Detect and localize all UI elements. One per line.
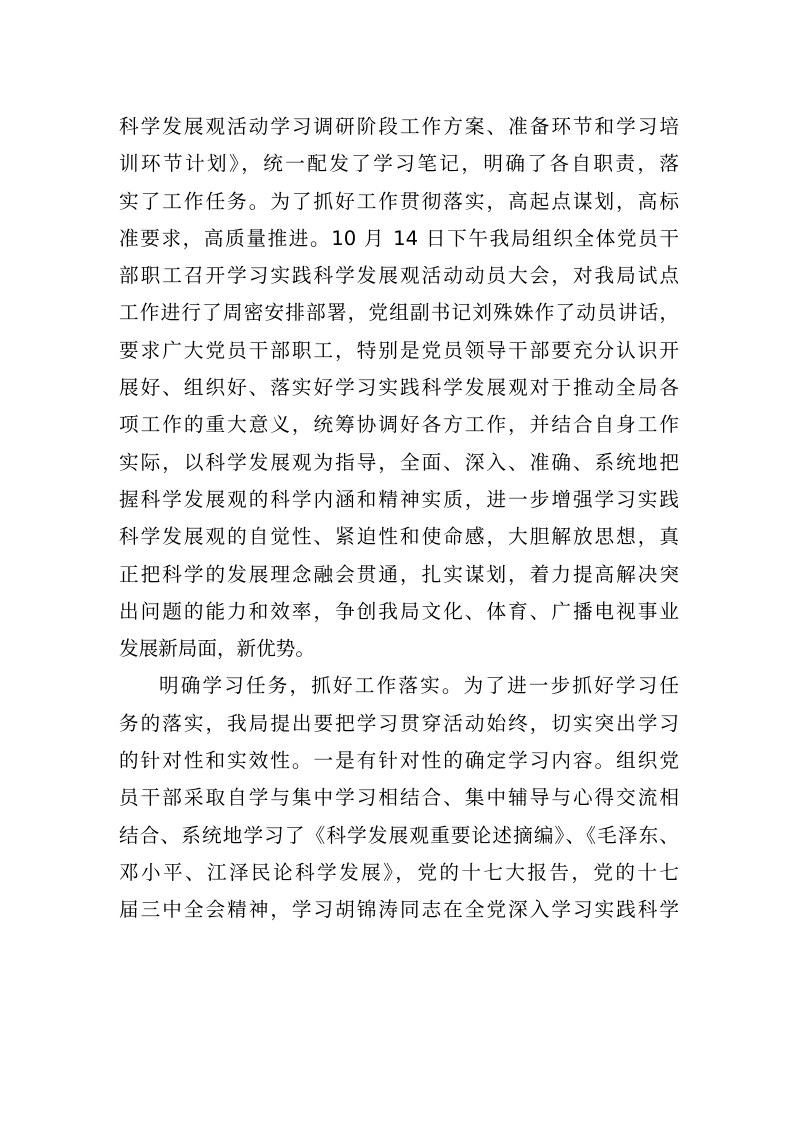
text-line: 正把科学的发展理念融会贯通，扎实谋划，着力提高解决突	[119, 562, 679, 586]
paragraph-1	[119, 108, 679, 667]
text-line: 工作进行了周密安排部署，党组副书记刘殊姝作了动员讲话，	[119, 301, 679, 325]
text-line: 训环节计划》，统一配发了学习笔记，明确了各自职责，落	[119, 152, 679, 176]
paragraph-2	[119, 667, 679, 928]
text-line: 的针对性和实效性。一是有针对性的确定学习内容。组织党	[119, 749, 679, 773]
text-line: 结合、系统地学习了《科学发展观重要论述摘编》、《毛泽东、	[119, 823, 679, 847]
text-line: 部职工召开学习实践科学发展观活动动员大会，对我局试点	[119, 264, 679, 288]
text-line: 务的落实，我局提出要把学习贯穿活动始终，切实突出学习	[119, 711, 679, 735]
text-line: 准要求，高质量推进。10 月 14 日下午我局组织全体党员干	[119, 226, 679, 250]
text-line: 科学发展观活动学习调研阶段工作方案、准备环节和学习培	[119, 115, 679, 138]
text-line: 出问题的能力和效率，争创我局文化、体育、广播电视事业	[119, 599, 679, 623]
text-line: 实了工作任务。为了抓好工作贯彻落实，高起点谋划，高标	[119, 189, 679, 213]
text-line: 要求广大党员干部职工，特别是党员领导干部要充分认识开	[119, 338, 679, 362]
text-line: 届三中全会精神，学习胡锦涛同志在全党深入学习实践科学	[119, 898, 679, 922]
text-line: 明确学习任务，抓好工作落实。为了进一步抓好学习任	[159, 674, 679, 698]
text-line: 员干部采取自学与集中学习相结合、集中辅导与心得交流相	[119, 786, 679, 810]
text-line: 实际，以科学发展观为指导，全面、深入、准确、系统地把	[119, 450, 679, 474]
text-line: 展好、组织好、落实好学习实践科学发展观对于推动全局各	[119, 376, 679, 400]
text-line: 科学发展观的自觉性、紧迫性和使命感，大胆解放思想，真	[119, 525, 679, 549]
text-line: 项工作的重大意义，统筹协调好各方工作，并结合自身工作	[119, 413, 679, 437]
body-text	[119, 108, 679, 929]
text-line: 邓小平、江泽民论科学发展》，党的十七大报告，党的十七	[119, 860, 679, 884]
text-line: 发展新局面，新优势。	[119, 637, 315, 661]
text-line: 握科学发展观的科学内涵和精神实质，进一步增强学习实践	[119, 487, 679, 511]
